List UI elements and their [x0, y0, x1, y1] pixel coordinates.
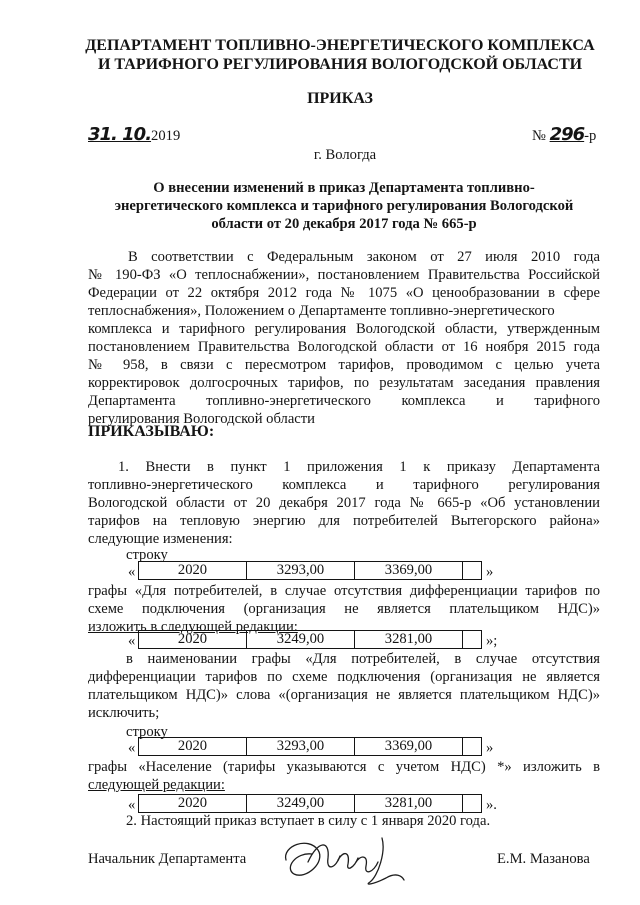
tariff-value: 3249,00: [247, 795, 355, 812]
item1-line: плательщиком НДС)» слова «(организация не является плательщиком НДС)»: [88, 687, 600, 703]
quote-open: «: [128, 633, 136, 649]
order-title: [88, 179, 600, 233]
tariff-value: 3249,00: [247, 631, 355, 648]
tariff-empty-cell: [463, 795, 481, 812]
preamble-line: теплоснабжения», Положением о Департаменте топливно-энергетического: [88, 303, 555, 319]
handwritten-signature: [278, 832, 408, 890]
tariff-empty-cell: [463, 562, 481, 579]
item1-after-row2: [88, 650, 600, 722]
preamble-line: постановлением Правительства Вологодской области от 16 ноября 2015 года: [88, 339, 600, 355]
quote-close: »: [486, 740, 494, 756]
order-date: [88, 126, 180, 145]
order-year: 2019: [151, 128, 181, 144]
preamble-line: В соответствии с Федеральным законом от 27 июля 2010 года: [128, 249, 600, 265]
item2-text: 2. Настоящий приказ вступает в силу с 1 января 2020 года.: [126, 813, 491, 829]
item1-line: дифференциации тарифов по схеме подключения (организация не является: [88, 669, 600, 685]
item1-text: [88, 458, 600, 548]
order-word: ПРИКАЗЫВАЮ:: [88, 423, 215, 440]
handwritten-number: 296: [549, 124, 585, 145]
quote-open: «: [128, 564, 136, 580]
quote-open: «: [128, 740, 136, 756]
tariff-year: 2020: [139, 795, 247, 812]
tariff-empty-cell: [463, 738, 481, 755]
preamble-line: корректировок долгосрочных тарифов, по результатам заседания правления: [88, 375, 600, 391]
department-name-line2: И ТАРИФНОГО РЕГУЛИРОВАНИЯ ВОЛОГОДСКОЙ ОБЛАСТИ: [97, 56, 583, 73]
tariff-value: 3281,00: [355, 795, 463, 812]
tariff-year: 2020: [139, 738, 247, 755]
row-label: строку: [126, 547, 168, 563]
order-title-line: О внесении изменений в приказ Департамента топливно-: [153, 180, 535, 196]
tariff-empty-cell: [463, 631, 481, 648]
preamble-line: комплекса и тарифного регулирования Вологодской области, утвержденным: [88, 321, 600, 337]
item1-line: топливно-энергетического комплекса и тарифного регулирования: [88, 477, 600, 493]
tariff-value: 3293,00: [247, 562, 355, 579]
quote-open: «: [128, 797, 136, 813]
signatory-position: Начальник Департамента: [88, 851, 247, 867]
tariff-row: [138, 561, 482, 580]
order-title-line: энергетического комплекса и тарифного регулирования Вологодской: [114, 198, 574, 214]
item1-line: тарифов на тепловую энергию для потребителей Вытегорского района»: [88, 513, 600, 529]
tariff-value: 3369,00: [355, 562, 463, 579]
tariff-value: 3281,00: [355, 631, 463, 648]
quote-close-period: ».: [486, 797, 497, 813]
preamble-line: № 958, в связи с пересмотром тарифов, проводимом с целью учета: [88, 357, 600, 373]
quote-close-semicolon: »;: [486, 633, 498, 649]
order-number: [532, 126, 596, 145]
preamble-line: № 190-ФЗ «О теплоснабжении», постановлением Правительства Российской: [88, 267, 600, 283]
item1-line: следующей редакции:: [88, 777, 225, 793]
preamble-line: Федерации от 22 октября 2012 года № 1075 «О ценообразовании в сфере: [88, 285, 600, 301]
item1-after-row1: [88, 582, 600, 636]
tariff-row: [138, 737, 482, 756]
city: г. Вологда: [313, 147, 377, 163]
item1-after-row3: [88, 758, 600, 794]
number-sign: №: [532, 128, 546, 144]
item1-line: графы «Население (тарифы указываются с учетом НДС) *» изложить в: [88, 759, 600, 775]
item1-line: графы «Для потребителей, в случае отсутствия дифференциации тарифов по: [88, 583, 600, 599]
item1-line: изложить в следующей редакции:: [88, 619, 298, 635]
doc-type: ПРИКАЗ: [307, 90, 373, 107]
item1-line: Вологодской области от 20 декабря 2017 года № 665-р «Об установлении: [88, 495, 600, 511]
row-label: строку: [126, 724, 168, 740]
tariff-value: 3369,00: [355, 738, 463, 755]
number-suffix: -р: [584, 128, 597, 144]
item1-line: исключить;: [88, 705, 160, 721]
preamble-line: Департамента топливно-энергетического комплекса и тарифного: [88, 393, 600, 409]
preamble-line: регулирования Вологодской области: [88, 411, 315, 427]
item1-line: 1. Внести в пункт 1 приложения 1 к приказу Департамента: [118, 459, 600, 475]
department-name-line1: ДЕПАРТАМЕНТ ТОПЛИВНО-ЭНЕРГЕТИЧЕСКОГО КОМПЛЕКСА: [85, 37, 595, 54]
item1-line: в наименовании графы «Для потребителей, в случае отсутствия: [126, 651, 600, 667]
item1-line: следующие изменения:: [88, 531, 233, 547]
tariff-year: 2020: [139, 631, 247, 648]
handwritten-date: 31. 10.: [88, 124, 152, 145]
signatory-name: Е.М. Мазанова: [497, 851, 590, 867]
quote-close: »: [486, 564, 494, 580]
preamble: [88, 248, 600, 428]
tariff-year: 2020: [139, 562, 247, 579]
item1-line: схеме подключения (организация не является плательщиком НДС)»: [88, 601, 600, 617]
tariff-row: [138, 630, 482, 649]
order-title-line: области от 20 декабря 2017 года № 665-р: [211, 216, 477, 232]
tariff-row: [138, 794, 482, 813]
tariff-value: 3293,00: [247, 738, 355, 755]
